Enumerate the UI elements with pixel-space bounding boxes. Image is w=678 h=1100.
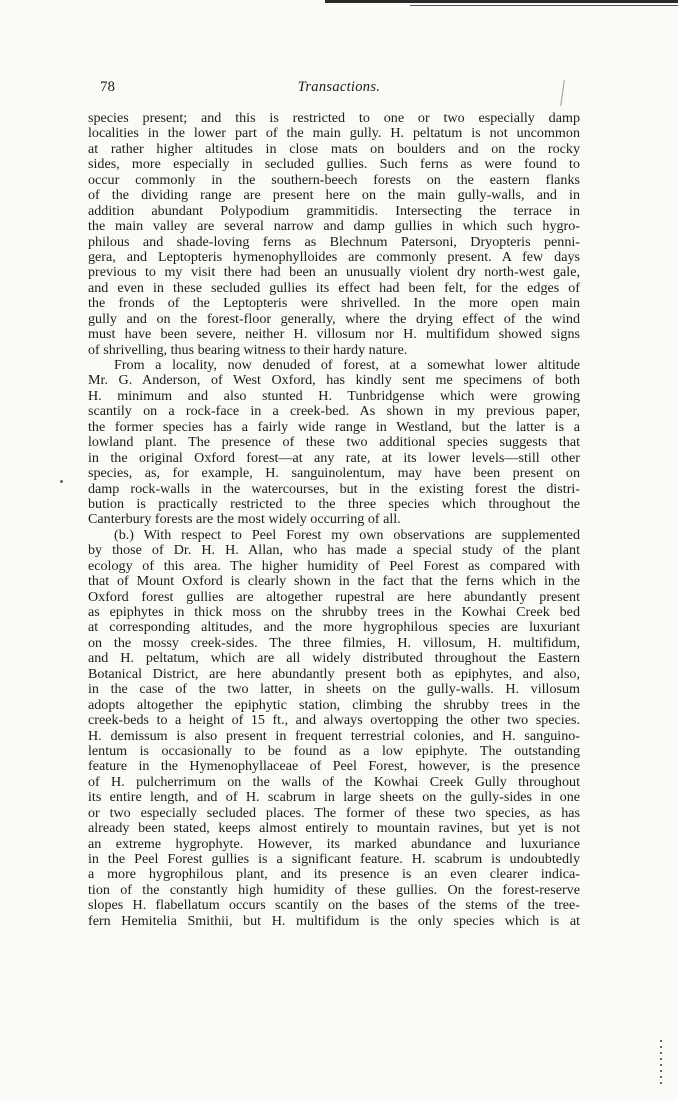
text-line: feature in the Hymenophyllaceae of Peel Forest, however, is the presence [88,758,580,775]
text-line: Oxford forest gullies are altogether rupestral are here abundantly present [88,588,580,605]
text-line: addition abundant Polypodium grammitidis. Intersecting the terrace in [88,202,580,219]
body-text [88,111,580,929]
paragraph-end-line: Canterbury forests are the most widely occurring of all. [88,511,401,528]
text-line: H. minimum and also stunted H. Tunbridgense which were growing [88,387,580,404]
paragraph-start-line: From a locality, now denuded of forest, at a somewhat lower altitude [114,357,580,373]
text-line: an extreme hygrophyte. However, its marked abundance and luxuriance [88,835,580,852]
text-line: Mr. G. Anderson, of West Oxford, has kindly sent me specimens of both [88,372,580,389]
text-line: lentum is occasionally to be found as a low epiphyte. The outstanding [88,742,580,759]
paragraph-end-line: of shrivelling, thus bearing witness to their hardy nature. [88,341,408,358]
top-rule [325,0,678,3]
text-line: in the original Oxford forest—at any rate, at its lower levels—still other [88,449,580,466]
text-line: damp rock-walls in the watercourses, but in the existing forest the distri- [88,480,580,497]
text-line: tion of the constantly high humidity of these gullies. On the forest-reserve [88,881,580,898]
text-line: the former species has a fairly wide range in Westland, but the latter is a [88,418,580,435]
text-line: species present; and this is restricted to one or two especially damp [88,110,580,126]
paragraph-start-line: (b.) With respect to Peel Forest my own observations are supplemented [114,526,580,543]
margin-dots [660,1040,662,1088]
page-number: 78 [100,79,115,95]
text-line: of H. pulcherrimum on the walls of the Kowhai Creek Gully throughout [88,773,580,790]
text-line: slopes H. flabellatum occurs scantily on the bases of the stems of the tree- [88,897,580,914]
margin-speck [60,480,63,483]
text-line: or two especially secluded places. The former of these two species, as has [88,804,580,821]
running-title: Transactions. [297,79,381,95]
text-line: its entire length, and of H. scabrum in large sheets on the gully-sides in one [88,789,580,806]
text-line: previous to my visit there had been an unusually violent dry north-west gale, [88,264,580,281]
text-line: scantily on a rock-face in a creek-bed. As shown in my previous paper, [88,403,580,420]
text-line: adopts altogether the epiphytic station, climbing the shrubby trees in the [88,696,580,713]
text-line: by those of Dr. H. H. Allan, who has made a special study of the plant [88,542,580,559]
page-header [100,79,578,99]
text-line: H. demissum is also present in frequent terrestrial colonies, and H. sanguino- [88,727,580,744]
text-line: the fronds of the Leptopteris were shrivelled. In the more open main [88,295,580,312]
text-line: the main valley are several narrow and damp gullies in which such hygro- [88,218,580,235]
text-line: of the dividing range are present here on the main gully-walls, and in [88,187,580,204]
text-line: a more hygrophilous plant, and its presence is an even clearer indica- [88,866,580,883]
text-line: gully and on the forest-floor generally, where the drying effect of the wind [88,310,580,327]
text-line: at corresponding altitudes, and the more hygrophilous species are luxuriant [88,619,580,636]
text-line: occur commonly in the southern-beech forests on the eastern flanks [88,171,580,188]
text-line: as epiphytes in thick moss on the shrubby trees in the Kowhai Creek bed [88,604,580,620]
text-line: lowland plant. The presence of these two additional species suggests that [88,434,580,451]
text-line: gera, and Leptopteris hymenophylloides are commonly present. A few days [88,248,580,265]
text-line: and H. peltatum, which are all widely distributed throughout the Eastern [88,650,580,667]
text-line: fern Hemitelia Smithii, but H. multifidum is the only species which is at [88,912,580,929]
text-line: creek-beds to a height of 15 ft., and always overtopping the other two species. [88,712,580,729]
text-line: ecology of this area. The higher humidity of Peel Forest as compared with [88,557,580,574]
text-line: in the case of the two latter, in sheets on the gully-walls. H. villosum [88,681,580,698]
text-line: already been stated, keeps almost entirely to mountain ravines, but yet is not [88,820,580,837]
text-line: sides, more especially in secluded gullies. Such ferns as were found to [88,156,580,173]
text-line: in the Peel Forest gullies is a significant feature. H. scabrum is undoubtedly [88,851,580,867]
top-rule-thin [410,5,678,6]
text-line: and even in these secluded gullies its effect had been felt, for the edges of [88,279,580,296]
text-line: on the mossy creek-sides. The three filmies, H. villosum, H. multifidum, [88,634,580,651]
text-line: bution is practically restricted to the three species which throughout the [88,495,580,512]
text-line: at rather higher altitudes in close mats on boulders and on the rocky [88,140,580,157]
text-line: that of Mount Oxford is clearly shown in the fact that the ferns which in the [88,573,580,590]
text-line: species, as, for example, H. sanguinolentum, may have been present on [88,465,580,482]
text-line: must have been severe, neither H. villosum nor H. multifidum showed signs [88,326,580,343]
text-line: philous and shade-loving ferns as Blechnum Patersoni, Dryopteris penni- [88,233,580,250]
text-line: localities in the lower part of the main gully. H. peltatum is not uncommon [88,125,580,142]
text-line: Botanical District, are here abundantly present both as epiphytes, and also, [88,665,580,682]
